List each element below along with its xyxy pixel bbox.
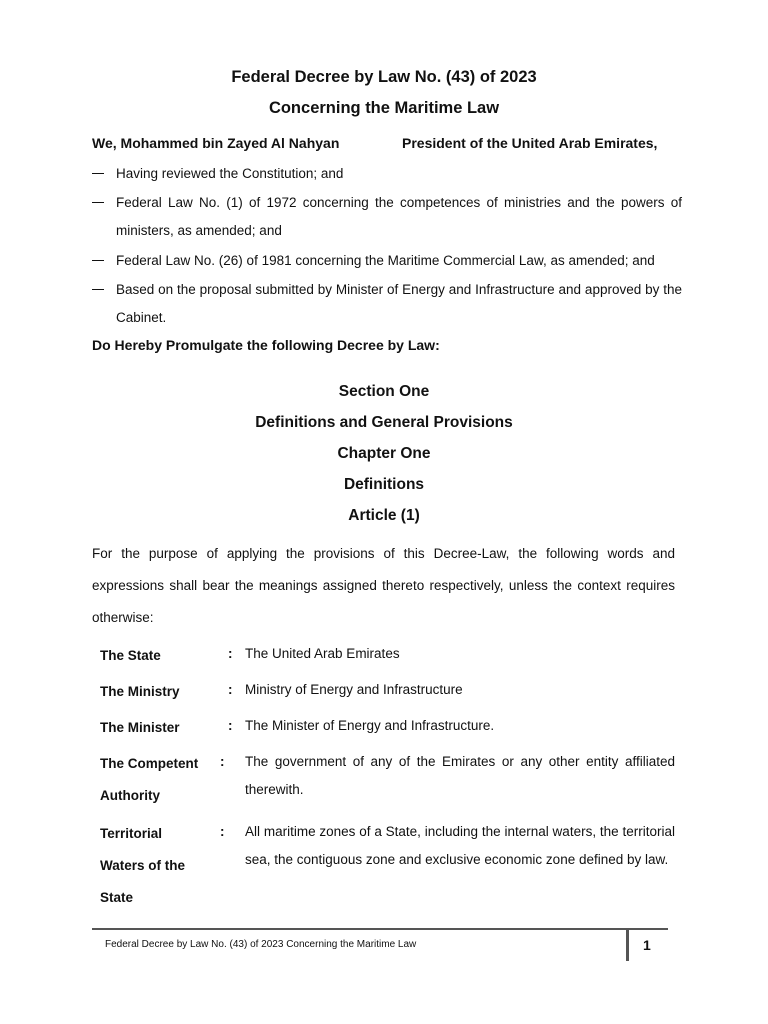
recital-item (92, 160, 682, 188)
footer-divider (92, 928, 668, 930)
recital-item (92, 276, 682, 332)
definition-term: The Minister (100, 720, 180, 735)
document-subtitle: Concerning the Maritime Law (268, 99, 500, 117)
definition-separator: : (220, 824, 225, 839)
footer-page-divider (626, 929, 629, 961)
definition-term: The Competent Authority (100, 756, 199, 803)
definition-separator: : (228, 682, 233, 697)
section-heading: Section One (338, 383, 430, 400)
preamble (92, 135, 682, 151)
document-title: Federal Decree by Law No. (43) of 2023 (231, 68, 537, 86)
footer-text: Federal Decree by Law No. (43) of 2023 Concerning the Maritime Law (105, 939, 417, 950)
chapter-heading: Chapter One (337, 445, 431, 462)
definition-meaning: The government of any of the Emirates or any other entity affiliated therewith. (245, 754, 675, 797)
definition-meaning: The Minister of Energy and Infrastructure. (245, 718, 495, 733)
recital-text: Federal Law No. (26) of 1981 concerning the Maritime Commercial Law, as amended; and (116, 253, 655, 268)
recital-text: Federal Law No. (1) of 1972 concerning the competences of ministries and the powers of ministers, as amended; and (116, 195, 682, 238)
definition-row (92, 712, 675, 748)
page-number: 1 (643, 937, 651, 953)
recital-item (92, 189, 682, 245)
definition-row (92, 640, 675, 676)
section-title: Definitions and General Provisions (255, 414, 513, 431)
article-heading: Article (1) (348, 507, 420, 524)
definition-meaning: All maritime zones of a State, including the internal waters, the territorial sea, the contiguous zone and exclusive economic zone defined by law. (245, 824, 675, 867)
article-intro: For the purpose of applying the provisions of this Decree-Law, the following words and expressions shall bear the meanings assigned thereto respectively, unless the context requires otherwise: (92, 546, 675, 625)
issuer-name: We, Mohammed bin Zayed Al Nahyan (92, 135, 340, 151)
recital-text: Having reviewed the Constitution; and (116, 166, 344, 181)
definition-separator: : (228, 646, 233, 661)
definition-meaning: Ministry of Energy and Infrastructure (245, 682, 463, 697)
definition-row (92, 818, 675, 908)
recital-item (92, 247, 682, 275)
definition-row (92, 748, 675, 818)
promulgation-statement: Do Hereby Promulgate the following Decree by Law: (92, 337, 440, 353)
definitions-table (92, 640, 675, 908)
definition-row (92, 676, 675, 712)
issuer-position: President of the United Arab Emirates, (402, 135, 658, 151)
chapter-title: Definitions (343, 476, 425, 493)
recital-text: Based on the proposal submitted by Minister of Energy and Infrastructure and approved by the Cabinet. (116, 282, 682, 325)
definition-separator: : (220, 754, 225, 769)
definition-term: The Ministry (100, 684, 180, 699)
definition-term: Territorial Waters of the State (100, 826, 186, 905)
definition-meaning: The United Arab Emirates (245, 646, 400, 661)
definition-separator: : (228, 718, 233, 733)
definition-term: The State (100, 648, 161, 663)
